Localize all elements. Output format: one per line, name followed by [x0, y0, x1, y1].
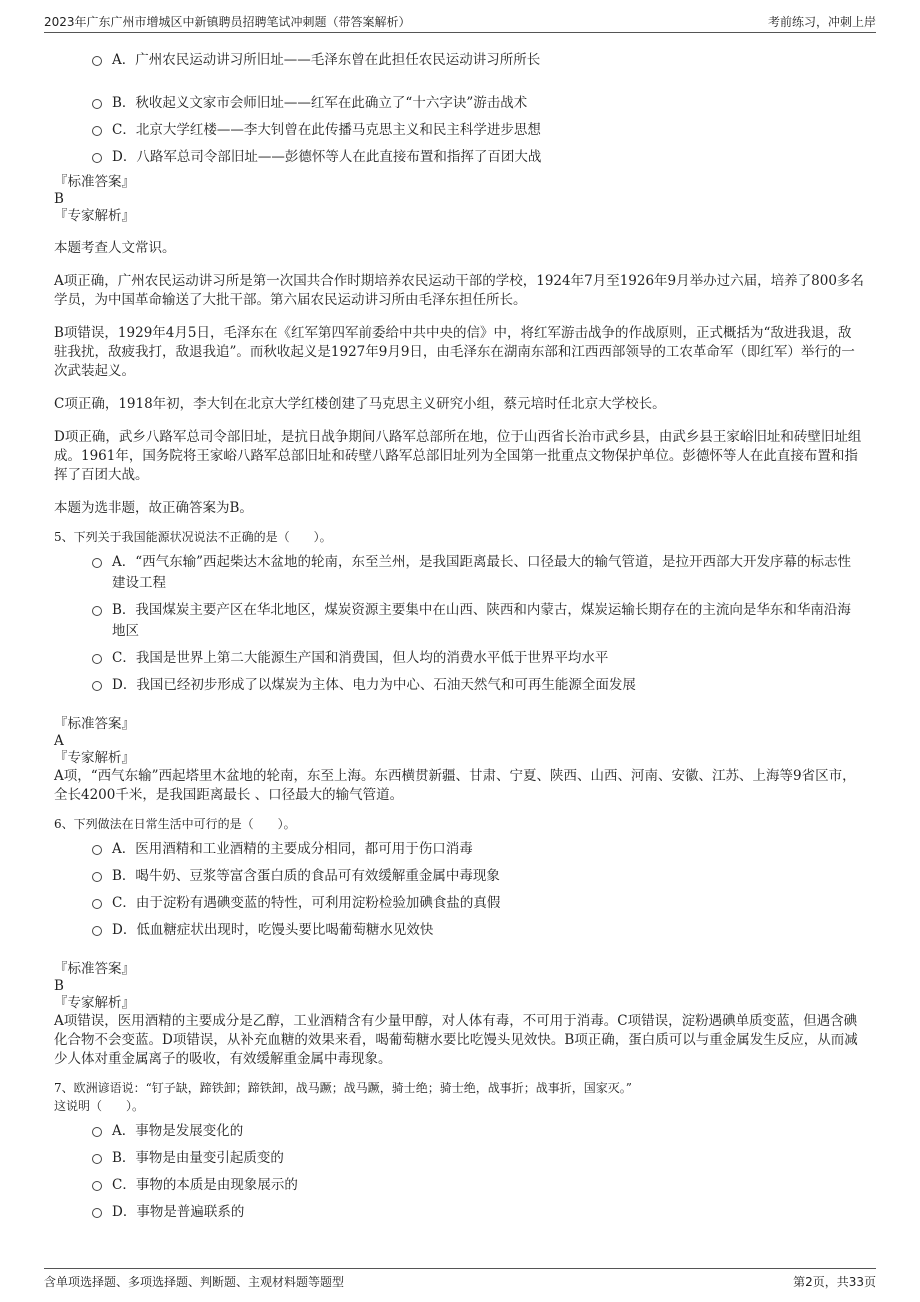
- q5-option-b[interactable]: B．我国煤炭主要产区在华北地区，煤炭资源主要集中在山西、陕西和内蒙古，煤炭运输长期存在的主流向是华东和华南沿海地区: [54, 600, 864, 642]
- answer-label: 『标准答案』: [54, 961, 135, 977]
- page-header: [44, 10, 876, 33]
- q4-option-c[interactable]: C．北京大学红楼——李大钊曾在此传播马克思主义和民主科学进步思想: [54, 120, 864, 141]
- page-content: [54, 44, 864, 1229]
- radio-icon[interactable]: [92, 558, 102, 568]
- question-7-continued: 这说明（ ）。: [54, 1099, 145, 1113]
- document-title: 2023年广东广州市增城区中新镇聘员招聘笔试冲刺题（带答案解析）: [44, 15, 411, 29]
- radio-icon[interactable]: [92, 153, 102, 163]
- analysis-paragraph: A项错误，医用酒精的主要成分是乙醇，工业酒精含有少量甲醇，对人体有毒，不可用于消毒。C项错误，淀粉遇碘单质变蓝，但遇含碘化合物不会变蓝。D项错误，从补充血糖的效果来看，喝葡萄糖水要比吃馒头见效快。B项正确，蛋白质可以与重金属发生反应，从而减少人体对重金属离子的吸收，有效缓解重金属中毒现象。: [54, 1013, 858, 1067]
- footer-note: 含单项选择题、多项选择题、判断题、主观材料题等题型: [44, 1275, 345, 1289]
- radio-icon[interactable]: [92, 1154, 102, 1164]
- answer-label: 『标准答案』: [54, 174, 135, 190]
- analysis-paragraph: B项错误，1929年4月5日，毛泽东在《红军第四军前委给中共中央的信》中，将红军游击战争的作战原则，正式概括为“敌进我退，敌驻我扰，敌疲我打，敌退我追”。而秋收起义是1927年9月9日，由毛泽东在湖南东部和江西西部领导的工农革命军（即红军）举行的一次武装起义。: [54, 325, 855, 379]
- q7-option-d[interactable]: D．事物是普遍联系的: [54, 1202, 864, 1223]
- analysis-paragraph: D项正确，武乡八路军总司令部旧址，是抗日战争期间八路军总部所在地，位于山西省长治市武乡县，由武乡县王家峪旧址和砖壁旧址组成。1961年，国务院将王家峪八路军总部旧址和砖壁八路军总部旧址列为全国第一批重点文物保护单位。彭德怀等人在此直接布置和指挥了百团大战。: [54, 429, 862, 483]
- header-slogan: 考前练习，冲刺上岸: [767, 15, 876, 29]
- radio-icon[interactable]: [92, 1181, 102, 1191]
- radio-icon[interactable]: [92, 899, 102, 909]
- analysis-label: 『专家解析』: [54, 995, 135, 1011]
- q5-option-d[interactable]: D．我国已经初步形成了以煤炭为主体、电力为中心、石油天然气和可再生能源全面发展: [54, 675, 864, 696]
- answer-label: 『标准答案』: [54, 716, 135, 732]
- radio-icon[interactable]: [92, 56, 102, 66]
- q6-option-b[interactable]: B．喝牛奶、豆浆等富含蛋白质的食品可有效缓解重金属中毒现象: [54, 866, 864, 887]
- analysis-label: 『专家解析』: [54, 208, 135, 224]
- radio-icon[interactable]: [92, 681, 102, 691]
- q7-option-b[interactable]: B．事物是由量变引起质变的: [54, 1148, 864, 1169]
- q6-option-c[interactable]: C．由于淀粉有遇碘变蓝的特性，可利用淀粉检验加碘食盐的真假: [54, 893, 864, 914]
- radio-icon[interactable]: [92, 1208, 102, 1218]
- answer-value: B: [54, 191, 64, 207]
- radio-icon[interactable]: [92, 872, 102, 882]
- radio-icon[interactable]: [92, 845, 102, 855]
- radio-icon[interactable]: [92, 1127, 102, 1137]
- radio-icon[interactable]: [92, 606, 102, 616]
- q7-option-c[interactable]: C．事物的本质是由现象展示的: [54, 1175, 864, 1196]
- radio-icon[interactable]: [92, 926, 102, 936]
- q4-option-a[interactable]: A．广州农民运动讲习所旧址——毛泽东曾在此担任农民运动讲习所所长: [54, 50, 864, 71]
- analysis-label: 『专家解析』: [54, 750, 135, 766]
- question-7: 7、欧洲谚语说：“钉子缺，蹄铁卸；蹄铁卸，战马蹶；战马蹶，骑士绝；骑士绝，战事折；战事折，国家灭。”: [54, 1081, 632, 1095]
- analysis-paragraph: A项正确，广州农民运动讲习所是第一次国共合作时期培养农民运动干部的学校，1924年7月至1926年9月举办过六届，培养了800多名学员，为中国革命输送了大批干部。第六届农民运动讲习所由毛泽东担任所长。: [54, 273, 864, 308]
- q6-option-d[interactable]: D．低血糖症状出现时，吃馒头要比喝葡萄糖水见效快: [54, 920, 864, 941]
- q5-option-c[interactable]: C．我国是世界上第二大能源生产国和消费国，但人均的消费水平低于世界平均水平: [54, 648, 864, 669]
- answer-value: A: [54, 733, 64, 749]
- q7-option-a[interactable]: A．事物是发展变化的: [54, 1121, 864, 1142]
- analysis-paragraph: 本题为选非题，故正确答案为B。: [54, 500, 253, 516]
- analysis-paragraph: 本题考查人文常识。: [54, 240, 176, 256]
- q6-option-a[interactable]: A．医用酒精和工业酒精的主要成分相同，都可用于伤口消毒: [54, 839, 864, 860]
- page-footer: [44, 1268, 876, 1293]
- question-5: 5、下列关于我国能源状况说法不正确的是（ ）。: [54, 530, 332, 544]
- q4-option-b[interactable]: B．秋收起义文家市会师旧址——红军在此确立了“十六字诀”游击战术: [54, 93, 864, 114]
- page-number: 第2页，共33页: [793, 1275, 876, 1289]
- q4-option-d[interactable]: D．八路军总司令部旧址——彭德怀等人在此直接布置和指挥了百团大战: [54, 147, 864, 168]
- answer-value: B: [54, 978, 64, 994]
- radio-icon[interactable]: [92, 99, 102, 109]
- radio-icon[interactable]: [92, 126, 102, 136]
- analysis-paragraph: A项，“西气东输”西起塔里木盆地的轮南，东至上海。东西横贯新疆、甘肃、宁夏、陕西、山西、河南、安徽、江苏、上海等9省区市，全长4200千米，是我国距离最长 、口径最大的输气管道。: [54, 768, 856, 803]
- question-6: 6、下列做法在日常生活中可行的是（ ）。: [54, 817, 296, 831]
- analysis-paragraph: C项正确，1918年初，李大钊在北京大学红楼创建了马克思主义研究小组，蔡元培时任北京大学校长。: [54, 396, 666, 412]
- q5-option-a[interactable]: A．“西气东输”西起柴达木盆地的轮南，东至兰州，是我国距离最长、口径最大的输气管道，是拉开西部大开发序幕的标志性建设工程: [54, 552, 864, 594]
- radio-icon[interactable]: [92, 654, 102, 664]
